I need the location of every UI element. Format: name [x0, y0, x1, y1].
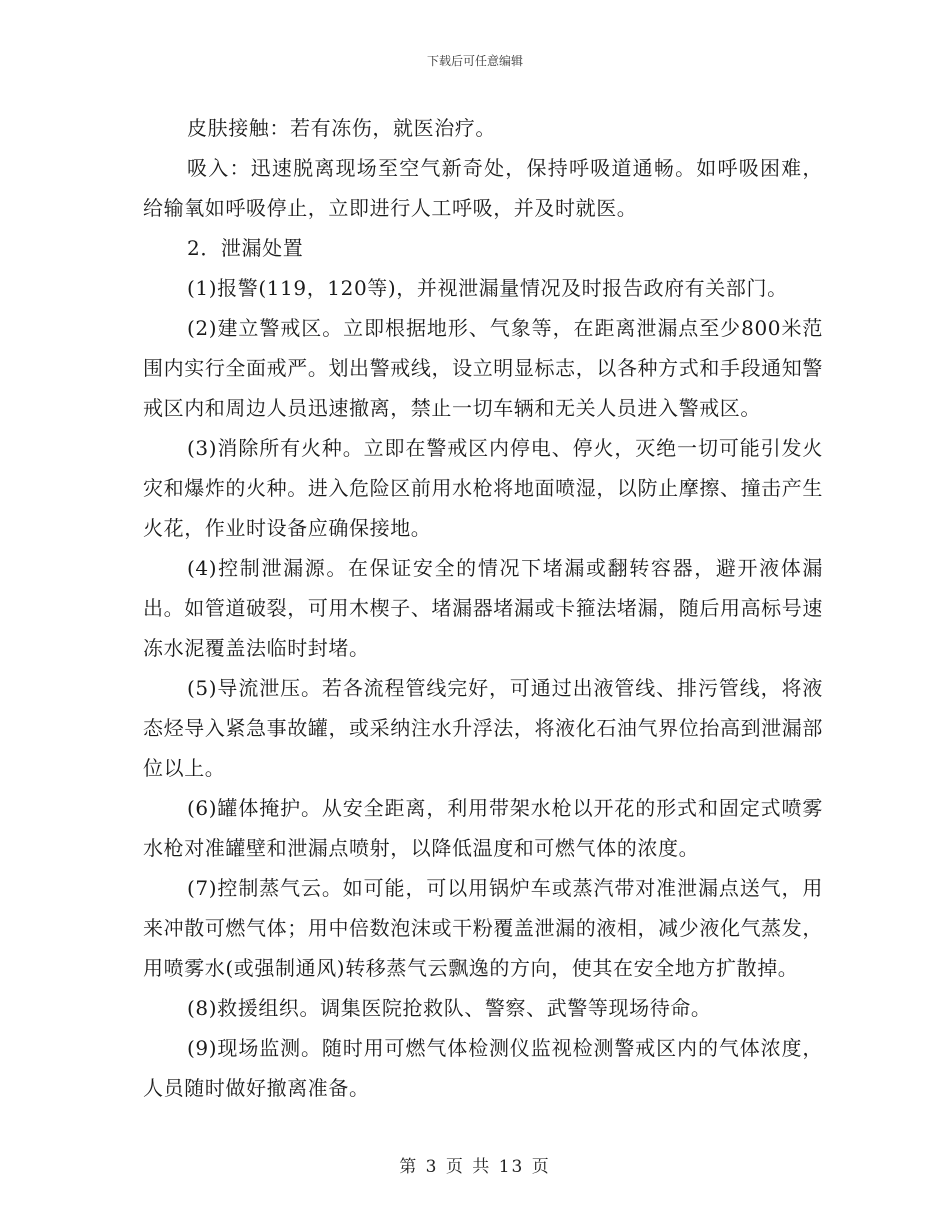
- paragraph-inhalation: 吸入：迅速脱离现场至空气新奇处，保持呼吸道通畅。如呼吸困难，给输氧如呼吸停止，立即进行人工呼吸，并及时就医。: [143, 156, 823, 220]
- page-header: 下载后可任意编辑: [426, 54, 523, 68]
- paragraph-item-3: (3)消除所有火种。立即在警戒区内停电、停火，灭绝一切可能引发火灾和爆炸的火种。进入危险区前用水枪将地面喷湿，以防止摩擦、撞击产生火花，作业时设备应确保接地。: [143, 436, 823, 540]
- paragraph-item-4: (4)控制泄漏源。在保证安全的情况下堵漏或翻转容器，避开液体漏出。如管道破裂，可用木楔子、堵漏器堵漏或卡箍法堵漏，随后用高标号速冻水泥覆盖法临时封堵。: [143, 556, 823, 660]
- paragraph-skin-contact: 皮肤接触：若有冻伤，就医治疗。: [187, 116, 496, 140]
- section-heading-leak-handling: 2．泄漏处置: [187, 236, 304, 260]
- paragraph-item-5: (5)导流泄压。若各流程管线完好，可通过出液管线、排污管线，将液态烃导入紧急事故罐，或采纳注水升浮法，将液化石油气界位抬高到泄漏部位以上。: [143, 676, 823, 780]
- paragraph-item-2: (2)建立警戒区。立即根据地形、气象等，在距离泄漏点至少800米范围内实行全面戒严。划出警戒线，设立明显标志，以各种方式和手段通知警戒区内和周边人员迅速撤离，禁止一切车辆和无关人员进入警戒区。: [143, 316, 823, 420]
- page-footer: 第 3 页 共 13 页: [399, 1157, 551, 1177]
- paragraph-item-1: (1)报警(119，120等)，并视泄漏量情况及时报告政府有关部门。: [187, 276, 788, 300]
- paragraph-item-8: (8)救援组织。调集医院抢救队、警察、武警等现场待命。: [187, 996, 712, 1020]
- paragraph-item-7: (7)控制蒸气云。如可能，可以用锅炉车或蒸汽带对准泄漏点送气，用来冲散可燃气体；用中倍数泡沫或干粉覆盖泄漏的液相，减少液化气蒸发，用喷雾水(或强制通风)转移蒸气云飘逸的方向，使其在安全地方扩散掉。: [143, 876, 823, 980]
- document-body: [143, 108, 823, 1108]
- paragraph-item-6: (6)罐体掩护。从安全距离，利用带架水枪以开花的形式和固定式喷雾水枪对准罐壁和泄漏点喷射，以降低温度和可燃气体的浓度。: [143, 796, 823, 860]
- paragraph-item-9: (9)现场监测。随时用可燃气体检测仪监视检测警戒区内的气体浓度，人员随时做好撤离准备。: [143, 1036, 823, 1100]
